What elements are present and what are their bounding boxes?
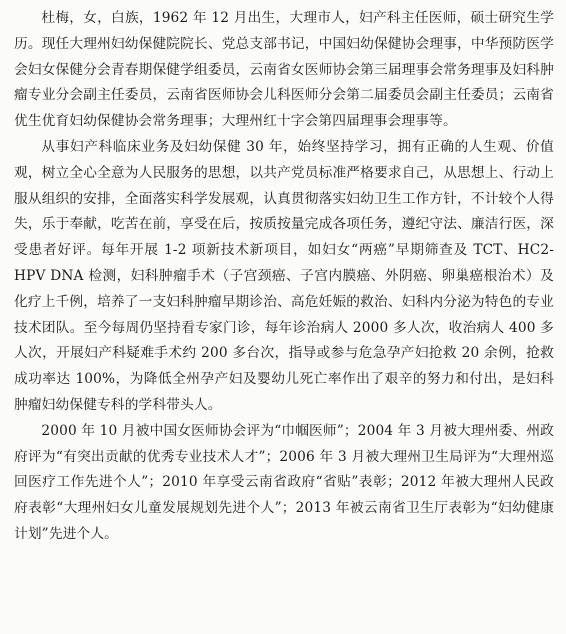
paragraph-career: 从事妇产科临床业务及妇幼保健 30 年，始终坚持学习，拥有正确的人生观、价值观，树立全心全意为人民服务的思想，以共产党员标准严格要求自己，从思想上、行动上服从组织的安排，全面落实科学发展观，认真贯彻落实妇幼卫生工作方针，不计较个人得失，乐于奉献，吃苦在前，享受在后，按质按量完成各项任务，遵纪守法、廉洁行医，深受患者好评。每年开展 1-2 项新技术新项目，如妇女“两癌”早期筛查及 TCT、HC2-HPV DNA 检测，妇科肿瘤手术（子宫颈癌、子宫内膜癌、外阴癌、卵巢癌根治术）及化疗上千例，培养了一支妇科肿瘤早期诊治、高危妊娠的救治、妇科内分泌为特色的专业技术团队。至今每周仍坚持看专家门诊，每年诊治病人 2000 多人次，收治病人 400 多人次，开展妇产科疑难手术约 200 多台次，指导或参与危急孕产妇抢救 20 余例，抢救成功率达 100%，为降低全州孕产妇及婴幼儿死亡率作出了艰辛的努力和付出，是妇科肿瘤妇幼保健专科的学科带头人。 <box>14 138 554 413</box>
paragraph-honors: 2000 年 10 月被中国女医师协会评为“巾帼医师”；2004 年 3 月被大理州委、州政府评为“有突出贡献的优秀专业技术人才”；2006 年 3 月被大理州卫生局评为“大理州巡回医疗工作先进个人”；2010 年享受云南省政府“省贴”表彰；2012 年被大理州人民政府表彰“大理州妇女儿童发展规划先进个人”；2013 年被云南省卫生厅表彰为“妇幼健康计划”先进个人。 <box>14 422 554 542</box>
paragraph-biography: 杜梅，女，白族，1962 年 12 月出生，大理市人，妇产科主任医师，硕士研究生学历。现任大理州妇幼保健院院长、党总支部书记，中国妇幼保健协会理事，中华预防医学会妇女保健分会青春期保健学组委员，云南省女医师协会第三届理事会常务理事及妇科肿瘤专业分会副主任委员，云南省医师协会儿科医师分会第二届委员会副主任委员；云南省优生优育妇幼保健协会常务理事；大理州红十字会第四届理事会理事等。 <box>14 10 554 130</box>
